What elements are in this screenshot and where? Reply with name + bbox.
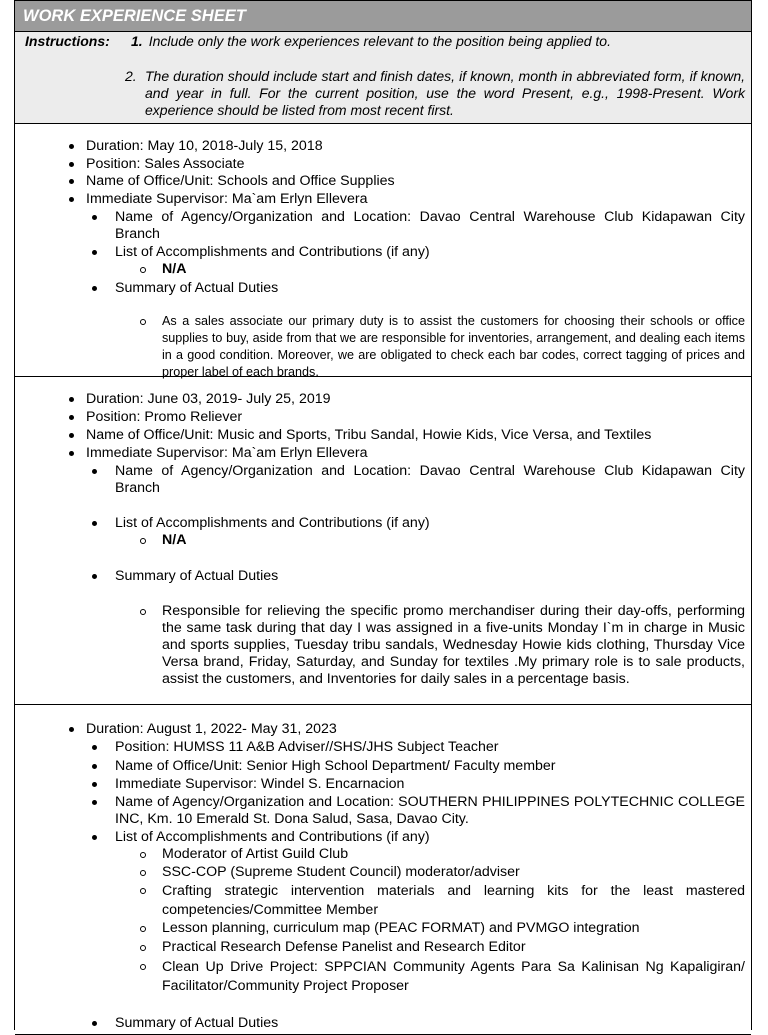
exp1-acc-item: N/A (162, 261, 187, 277)
exp2-duties: Responsible for relieving the specific promo merchandiser during their day-offs, performing the same task during that day I was assigned in a five-units Monday I`m in charge in Music and sports supplies, Tuesday tribu sandals, Wednesday Howie kids clothing, Thursday Vice Versa brand, Friday, Saturday, and Sunday for textiles .My primary role is to sale products, assist the customers, and Inventories for daily sales in a percentage basis. (162, 603, 745, 687)
exp1-summary: Summary of Actual Duties (115, 280, 279, 296)
exp2-office: Name of Office/Unit: Music and Sports, Tribu Sandal, Howie Kids, Vice Versa, and Textiles (86, 427, 652, 443)
instruction-2 (125, 68, 745, 119)
instruction-1 (131, 33, 611, 49)
exp3-acc-item: Practical Research Defense Panelist and Research Editor (162, 939, 526, 955)
sheet-title: WORK EXPERIENCE SHEET (15, 0, 751, 32)
exp1-supervisor: Immediate Supervisor: Ma`am Erlyn Ellevera (86, 191, 368, 207)
exp2-position: Position: Promo Reliever (86, 409, 243, 425)
exp1-duties: As a sales associate our primary duty is to assist the customers for choosing their schools or office supplies to buy, aside from that we are responsible for inventories, arrangement, and dealing each items in a good condition. Moreover, we are obligated to check each bar codes, correct tagging of prices and proper label of each brands. (162, 314, 745, 379)
exp3-office: Name of Office/Unit: Senior High School Department/ Faculty member (115, 758, 556, 774)
exp2-summary: Summary of Actual Duties (115, 568, 279, 584)
instruction-2-number: 2. (125, 68, 137, 84)
exp2-duration: Duration: June 03, 2019- July 25, 2019 (86, 391, 331, 407)
instruction-1-text: Include only the work experiences relevant to the position being applied to. (148, 33, 611, 49)
exp3-acc-item: Lesson planning, curriculum map (PEAC FORMAT) and PVMGO integration (162, 920, 640, 936)
exp2-agency: Name of Agency/Organization and Location: Davao Central Warehouse Club Kidapawan City Branch (115, 463, 745, 496)
instruction-1-number: 1. (131, 33, 143, 49)
exp3-acc-item: Crafting strategic intervention materials and learning kits for the least mastered competencies/Committee Member (162, 883, 745, 918)
experience-3 (15, 705, 751, 1035)
exp3-accomplishments: List of Accomplishments and Contributions (if any) (115, 829, 430, 845)
exp3-agency: Name of Agency/Organization and Location: SOUTHERN PHILIPPINES POLYTECHNIC COLLEGE INC, Km. 10 Emerald St. Dona Salud, Sasa, Davao City. (115, 794, 745, 827)
work-experience-sheet (14, 0, 752, 1030)
experience-2 (15, 377, 751, 705)
experience-1 (15, 124, 751, 377)
exp1-position: Position: Sales Associate (86, 156, 245, 172)
exp1-accomplishments: List of Accomplishments and Contributions (if any) (115, 244, 430, 260)
exp3-acc-item: Clean Up Drive Project: SPPCIAN Community Agents Para Sa Kalinisan Ng Kapaligiran/ Facilitator/Community Project Proposer (162, 959, 745, 994)
exp3-acc-item: Moderator of Artist Guild Club (162, 846, 349, 862)
exp2-accomplishments: List of Accomplishments and Contributions (if any) (115, 515, 430, 531)
exp3-supervisor: Immediate Supervisor: Windel S. Encarnacion (115, 776, 405, 792)
exp1-office: Name of Office/Unit: Schools and Office Supplies (86, 173, 395, 189)
exp2-acc-item: N/A (162, 532, 187, 548)
exp1-duration: Duration: May 10, 2018-July 15, 2018 (86, 138, 323, 154)
exp3-summary: Summary of Actual Duties (115, 1015, 279, 1031)
exp3-acc-item: SSC-COP (Supreme Student Council) moderator/adviser (162, 864, 520, 880)
instructions-box (15, 32, 751, 124)
exp2-supervisor: Immediate Supervisor: Ma`am Erlyn Ellevera (86, 445, 368, 461)
exp3-position: Position: HUMSS 11 A&B Adviser//SHS/JHS Subject Teacher (115, 739, 499, 755)
instruction-2-text: The duration should include start and finish dates, if known, month in abbreviated form, if known, and year in full. For the current position, use the word Present, e.g., 1998-Present. Work experience should be listed from most recent first. (145, 68, 745, 118)
exp3-duration: Duration: August 1, 2022- May 31, 2023 (86, 721, 337, 737)
exp1-agency: Name of Agency/Organization and Location: Davao Central Warehouse Club Kidapawan City Branch (115, 209, 745, 242)
instructions-label: Instructions: (25, 33, 110, 49)
